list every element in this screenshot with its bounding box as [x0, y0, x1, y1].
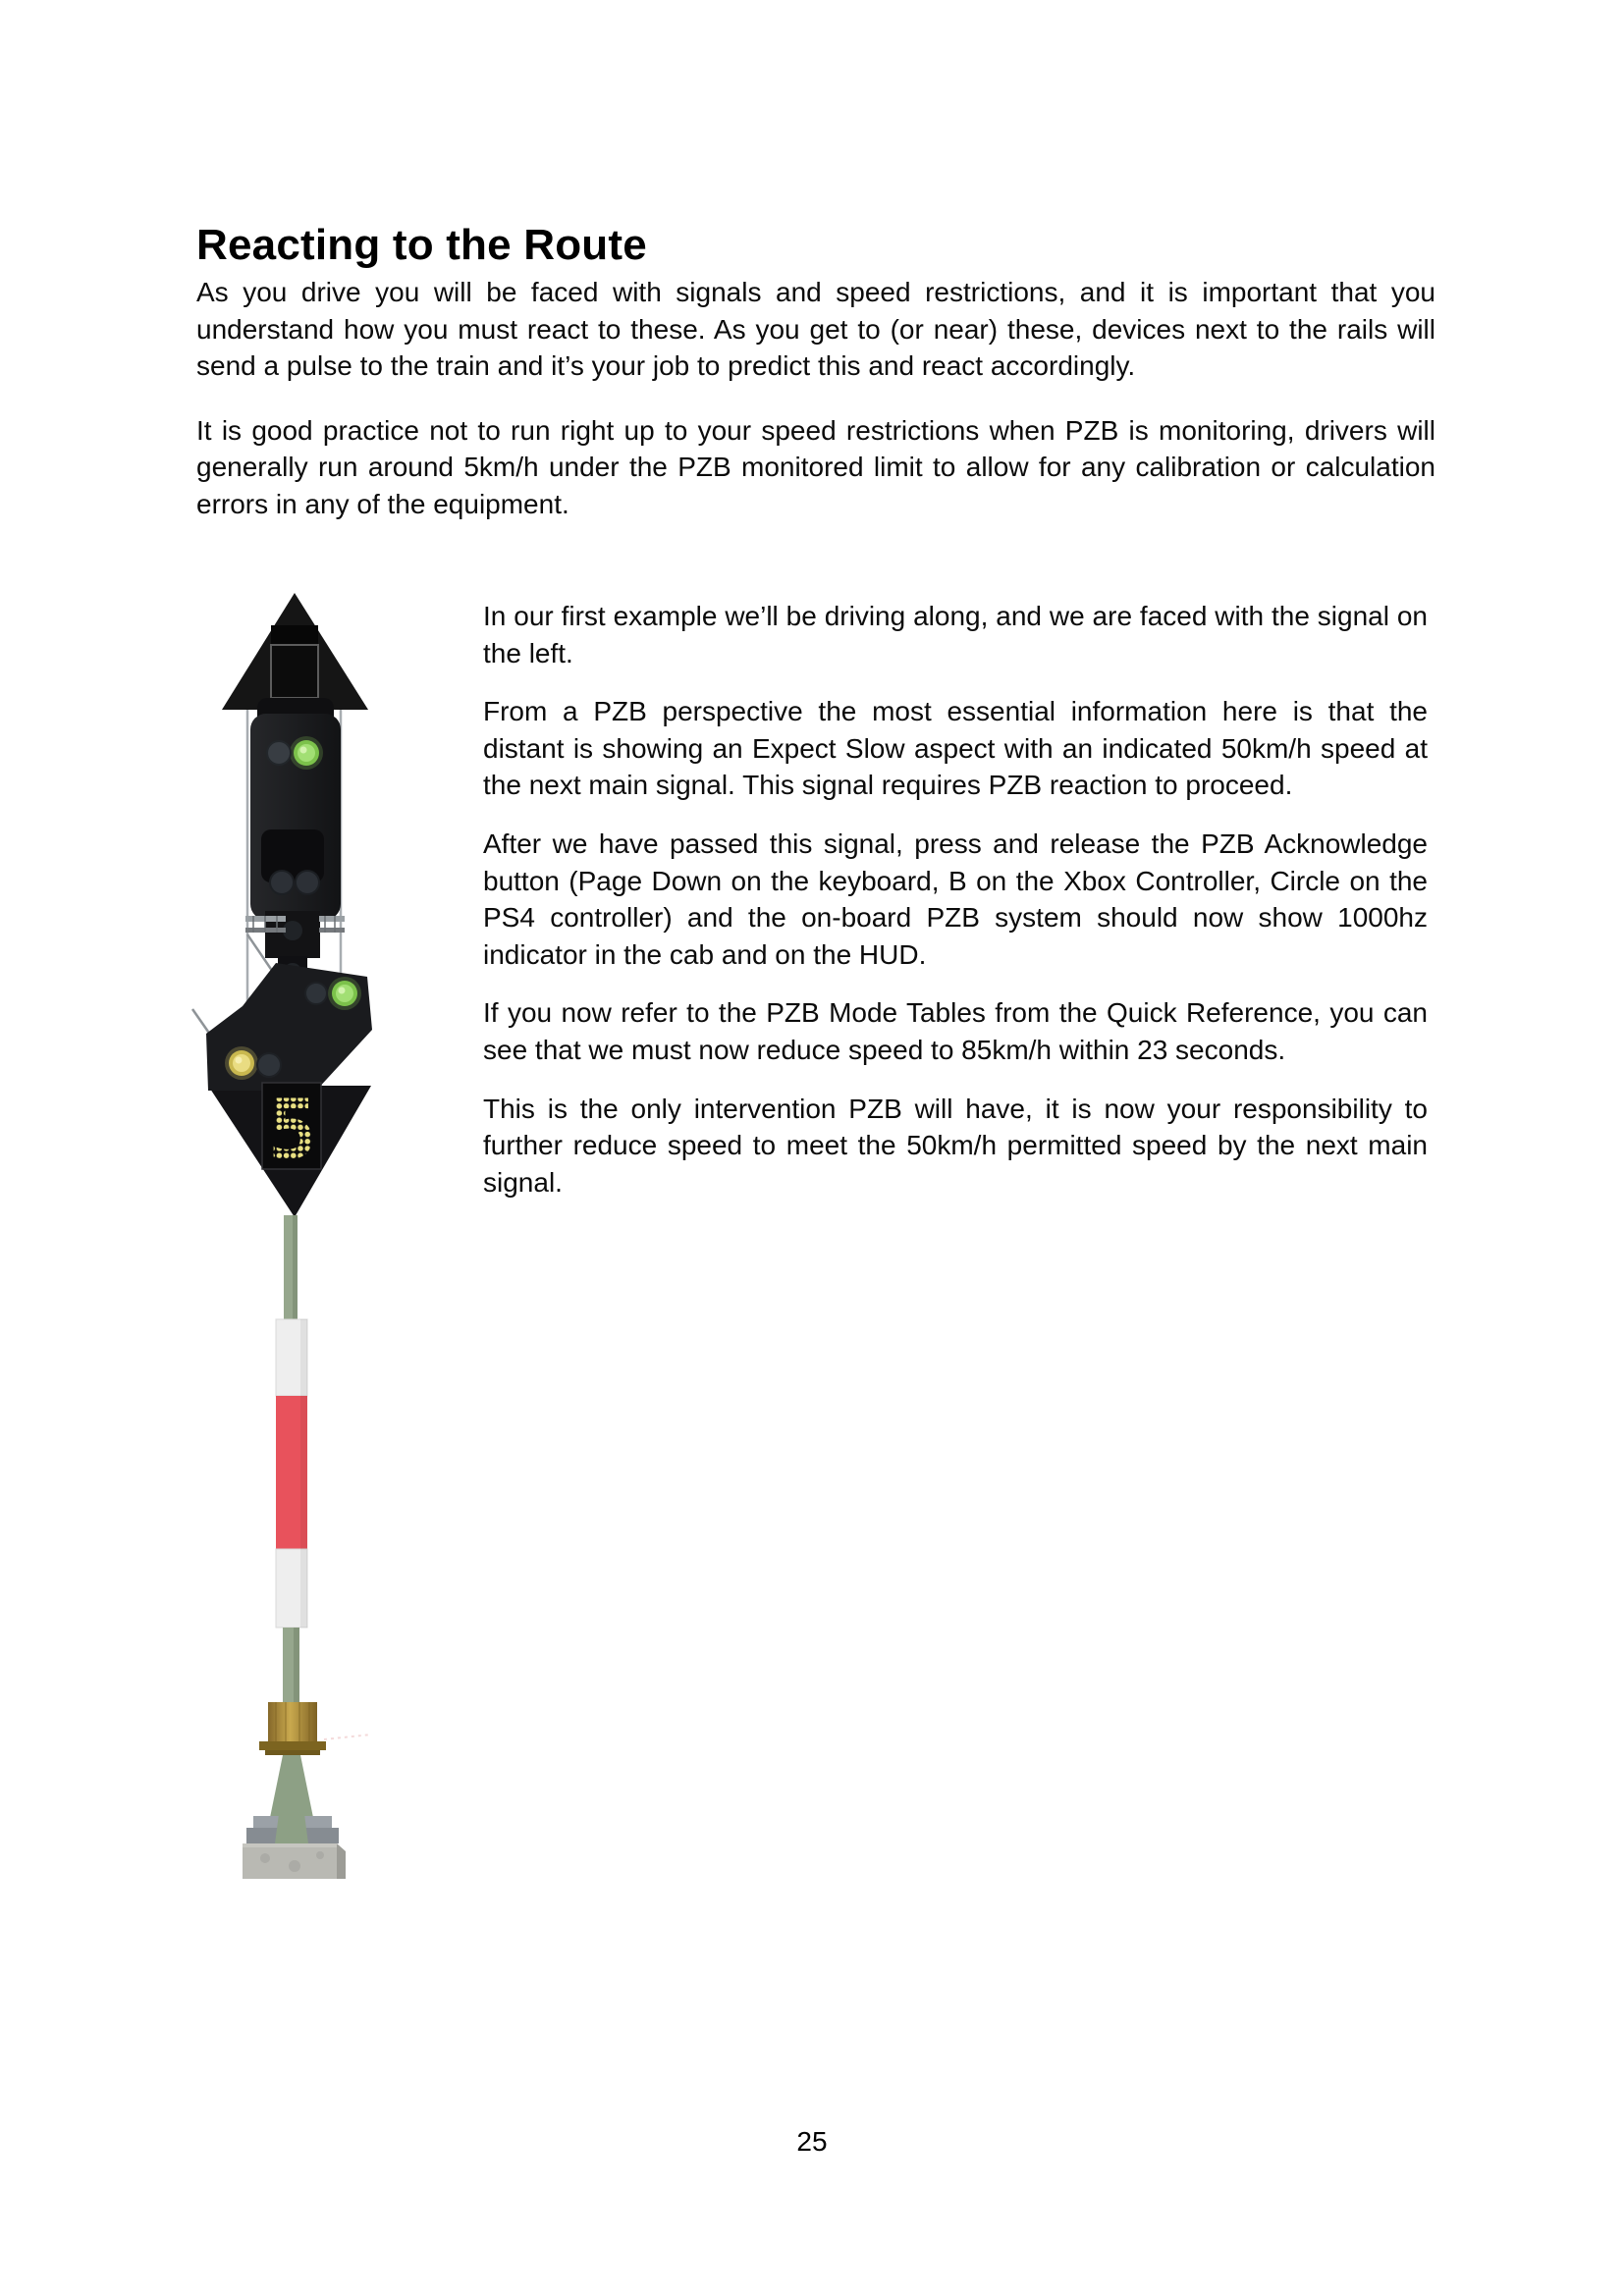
shield-top-box — [271, 625, 318, 645]
example-paragraph-3: After we have passed this signal, press and release the PZB Acknowledge button (Page Down on the keyboard, B on the Xbox Controller, Circle on the PS4 controller) and the on-board PZB system should now show 1000hz indicator in the cab and on the HUD. — [483, 828, 1428, 970]
unlit-light — [305, 983, 327, 1004]
concrete-foundation — [243, 1843, 337, 1879]
unlit-light — [296, 871, 319, 894]
example-paragraph-5: This is the only intervention PZB will have, it is now your responsibility to further reduce speed to meet the 50km/h permitted speed by the next main signal. — [483, 1093, 1428, 1198]
platform-bar-right — [319, 916, 345, 922]
example-paragraph-2: From a PZB perspective the most essential information here is that the distant is showing an Expect Slow aspect with an indicated 50km/h speed at the next main signal. This signal requires PZB reaction to proceed. — [483, 696, 1428, 801]
pole-shade — [293, 1215, 298, 1323]
pole-shade-lower — [294, 1628, 299, 1704]
example-paragraph-1: In our first example we’ll be driving along, and we are faced with the signal on the left. — [483, 601, 1428, 668]
yellow-light-highlight — [236, 1057, 243, 1064]
platform-bar-right-lower — [319, 928, 345, 933]
brass-flange-shadow — [265, 1750, 320, 1755]
concrete-mottle — [260, 1853, 270, 1863]
unlit-light — [267, 741, 291, 765]
green-light-highlight — [339, 988, 346, 994]
yellow-light-center — [233, 1054, 250, 1072]
example-text-column — [483, 598, 1428, 1222]
pole-base-front — [275, 1814, 308, 1843]
green-light-center — [336, 985, 353, 1002]
unlit-light — [270, 871, 294, 894]
page-number: 25 — [796, 2126, 828, 2157]
concrete-mottle — [289, 1860, 300, 1872]
concrete-top-edge — [243, 1843, 337, 1847]
page-title: Reacting to the Route — [196, 221, 647, 270]
concrete-mottle — [316, 1851, 324, 1859]
unlit-light — [257, 1053, 281, 1077]
green-light-center — [298, 744, 315, 762]
green-light-highlight — [300, 747, 307, 754]
shield-window — [271, 645, 318, 698]
band-shade — [300, 1319, 307, 1628]
example-paragraph-4: If you now refer to the PZB Mode Tables from the Quick Reference, you can see that we must now reduce speed to 85km/h within 23 seconds. — [483, 997, 1428, 1065]
brass-flange — [259, 1741, 326, 1750]
speed-indicator-digit: 5 — [267, 1082, 318, 1178]
intro-section — [196, 274, 1435, 551]
concrete-side-face — [337, 1843, 346, 1879]
intro-paragraph-2: It is good practice not to run right up to your speed restrictions when PZB is monitoring, drivers will generally run around 5km/h under the PZB monitored limit to allow for any calibration or calculation errors in any of the equipment. — [196, 414, 1435, 519]
photo-artifact — [324, 1735, 371, 1739]
intro-paragraph-1: As you drive you will be faced with signals and speed restrictions, and it is important that you understand how you must react to these. As you get to (or near) these, devices next to the rails will send a pulse to the train and it’s your job to predict this and react accordingly. — [196, 277, 1435, 382]
distant-signal-image — [167, 569, 412, 1904]
